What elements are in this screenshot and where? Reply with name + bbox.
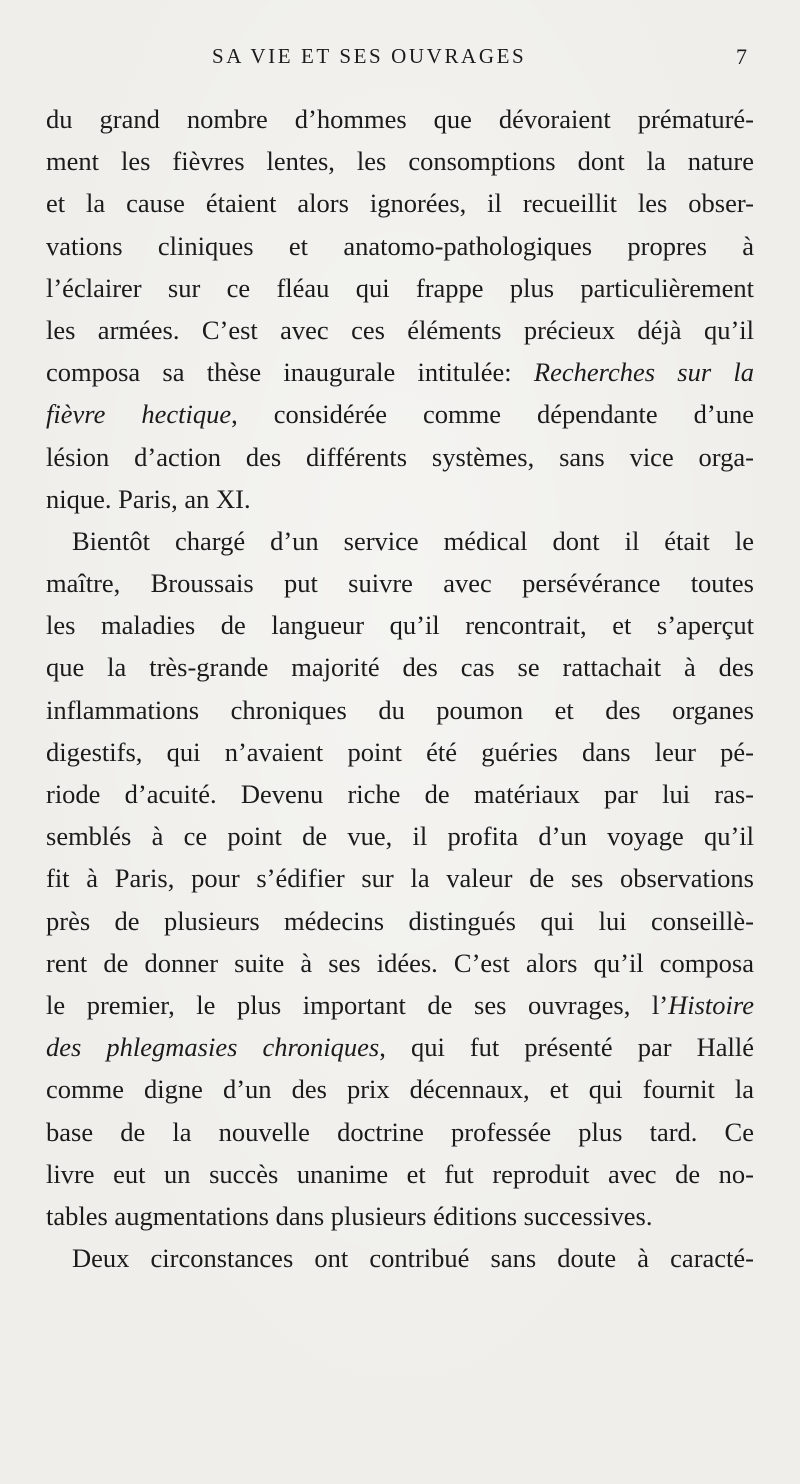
text-segment: le premier, le plus important de ses ouvrages, l’ — [46, 989, 669, 1020]
text-segment: tables augmentations dans plusieurs éditions successives. — [46, 1200, 653, 1231]
italic-text: Recherches sur la — [533, 357, 754, 388]
text-segment: , considérée comme dépendante d’une — [231, 399, 755, 430]
italic-text: fièvre hectique — [46, 399, 232, 430]
text-segment: les armées. C’est avec ces éléments précieux déjà qu’il — [46, 314, 754, 345]
text-segment: nique. Paris, an XI. — [46, 483, 251, 514]
italic-text: des phlegmasies chroniques — [46, 1032, 380, 1063]
text-line — [46, 773, 754, 815]
text-segment: comme digne d’un des prix décennaux, et qui fournit la — [46, 1074, 754, 1105]
text-line — [46, 225, 754, 267]
text-segment: maître, Broussais put suivre avec persévérance toutes — [46, 568, 754, 599]
text-line — [46, 984, 754, 1026]
text-line — [46, 1068, 754, 1110]
text-line — [46, 604, 754, 646]
text-line — [46, 436, 754, 478]
italic-text: Histoire — [668, 989, 754, 1020]
text-segment: vations cliniques et anatomo-pathologiques propres à — [46, 230, 754, 261]
text-line — [46, 140, 754, 182]
text-segment: et la cause étaient alors ignorées, il recueillit les obser- — [46, 188, 754, 219]
text-line — [46, 815, 754, 857]
text-line — [46, 393, 754, 435]
text-segment: Bientôt chargé d’un service médical dont il était le — [72, 525, 754, 556]
text-segment: les maladies de langueur qu’il rencontrait, et s’aperçut — [46, 610, 754, 641]
text-line — [46, 689, 754, 731]
text-line — [46, 900, 754, 942]
running-header — [0, 38, 800, 78]
text-segment: livre eut un succès unanime et fut reproduit avec de no- — [46, 1158, 754, 1189]
text-line — [46, 1111, 754, 1153]
body-text — [46, 98, 754, 1279]
paragraph — [46, 520, 754, 1237]
text-line — [46, 520, 754, 562]
text-segment: ment les fièvres lentes, les consomptions dont la nature — [46, 146, 754, 177]
text-line — [46, 1237, 754, 1279]
text-line — [46, 351, 754, 393]
text-segment: du grand nombre d’hommes que dévoraient prématuré- — [46, 104, 754, 134]
text-segment: digestifs, qui n’avaient point été guéries dans leur pé- — [46, 736, 754, 767]
text-segment: riode d’acuité. Devenu riche de matériaux par lui ras- — [46, 779, 754, 809]
text-line — [46, 1026, 754, 1068]
text-line — [46, 478, 754, 520]
text-line — [46, 1195, 754, 1237]
page-number: 7 — [736, 44, 747, 69]
text-segment: fit à Paris, pour s’édifier sur la valeur de ses observations — [46, 863, 754, 894]
text-line — [46, 309, 754, 351]
text-segment: base de la nouvelle doctrine professée plus tard. Ce — [46, 1116, 754, 1147]
text-line — [46, 857, 754, 899]
text-segment: Deux circonstances ont contribué sans doute à caracté- — [72, 1243, 754, 1274]
text-line — [46, 942, 754, 984]
text-line — [46, 562, 754, 604]
text-segment: rent de donner suite à ses idées. C’est alors qu’il composa — [46, 947, 754, 978]
text-segment: semblés à ce point de vue, il profita d’un voyage qu’il — [46, 821, 754, 852]
text-segment: , qui fut présenté par Hallé — [379, 1032, 754, 1063]
text-line — [46, 267, 754, 309]
text-segment: que la très-grande majorité des cas se rattachait à des — [46, 652, 754, 683]
text-segment: composa sa thèse inaugurale intitulée: — [46, 357, 534, 388]
paragraph — [46, 1237, 754, 1279]
text-segment: l’éclairer sur ce fléau qui frappe plus particulièrement — [46, 272, 754, 303]
text-line — [46, 646, 754, 688]
text-line — [46, 182, 754, 224]
running-title: SA VIE ET SES OUVRAGES — [212, 44, 527, 68]
text-segment: lésion d’action des différents systèmes, sans vice orga- — [46, 441, 754, 472]
text-segment: près de plusieurs médecins distingués qui lui conseillè- — [46, 905, 754, 936]
text-line — [46, 731, 754, 773]
paragraph — [46, 98, 754, 520]
text-segment: inflammations chroniques du poumon et des organes — [46, 694, 754, 725]
text-line — [46, 1153, 754, 1195]
text-line — [46, 98, 754, 140]
